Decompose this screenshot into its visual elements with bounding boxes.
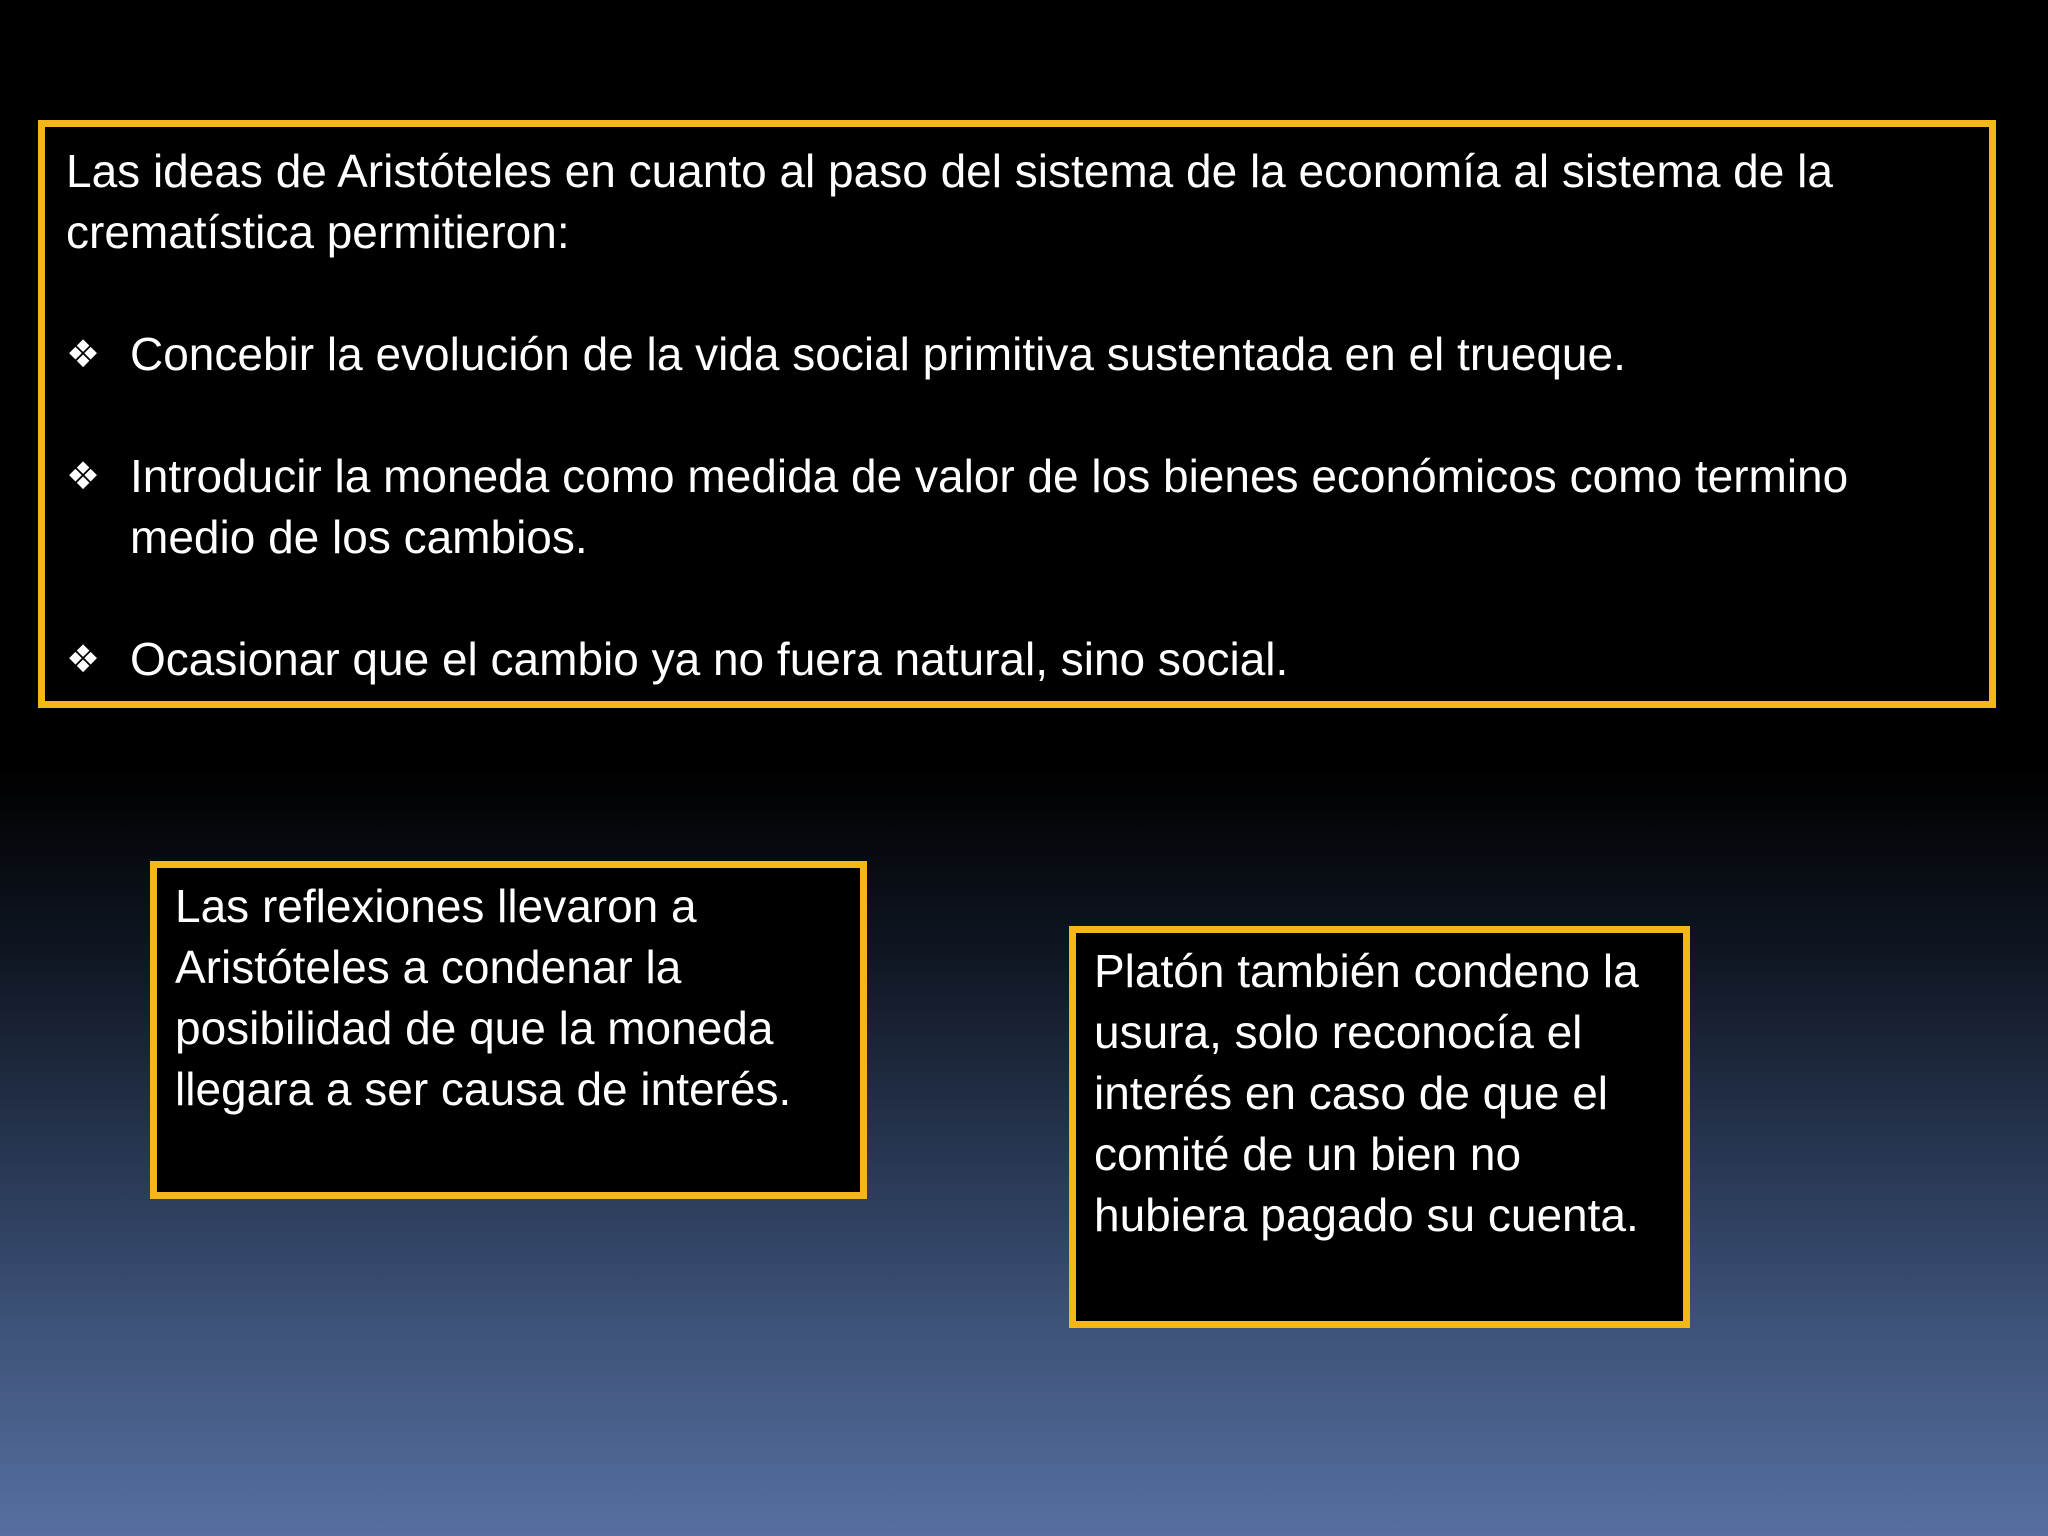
bullet-text: Introducir la moneda como medida de valor de los bienes económicos como termino medio de los cambios. — [130, 450, 1849, 563]
plato-usury-text: Platón también condeno la usura, solo reconocía el interés en caso de que el comité de un bien no hubiera pagado su cuenta. — [1094, 945, 1639, 1241]
bullet-text: Concebir la evolución de la vida social primitiva sustentada en el trueque. — [130, 328, 1626, 380]
bullet-text: Ocasionar que el cambio ya no fuera natural, sino social. — [130, 633, 1289, 685]
list-item — [66, 446, 1967, 568]
list-item — [66, 324, 1967, 385]
aristotle-reflection-box — [150, 861, 867, 1199]
plato-usury-box — [1069, 926, 1690, 1328]
bullet-list — [66, 324, 1967, 690]
list-item — [66, 629, 1967, 690]
diamond-bullet-icon: ❖ — [66, 332, 101, 376]
main-text-box — [38, 120, 1996, 708]
aristotle-reflection-text: Las reflexiones llevaron a Aristóteles a condenar la posibilidad de que la moneda llegara a ser causa de interés. — [175, 880, 792, 1115]
diamond-bullet-icon: ❖ — [66, 454, 101, 498]
intro-text: Las ideas de Aristóteles en cuanto al paso del sistema de la economía al sistema de la crematística permitieron: — [66, 145, 1833, 258]
diamond-bullet-icon: ❖ — [66, 637, 101, 681]
